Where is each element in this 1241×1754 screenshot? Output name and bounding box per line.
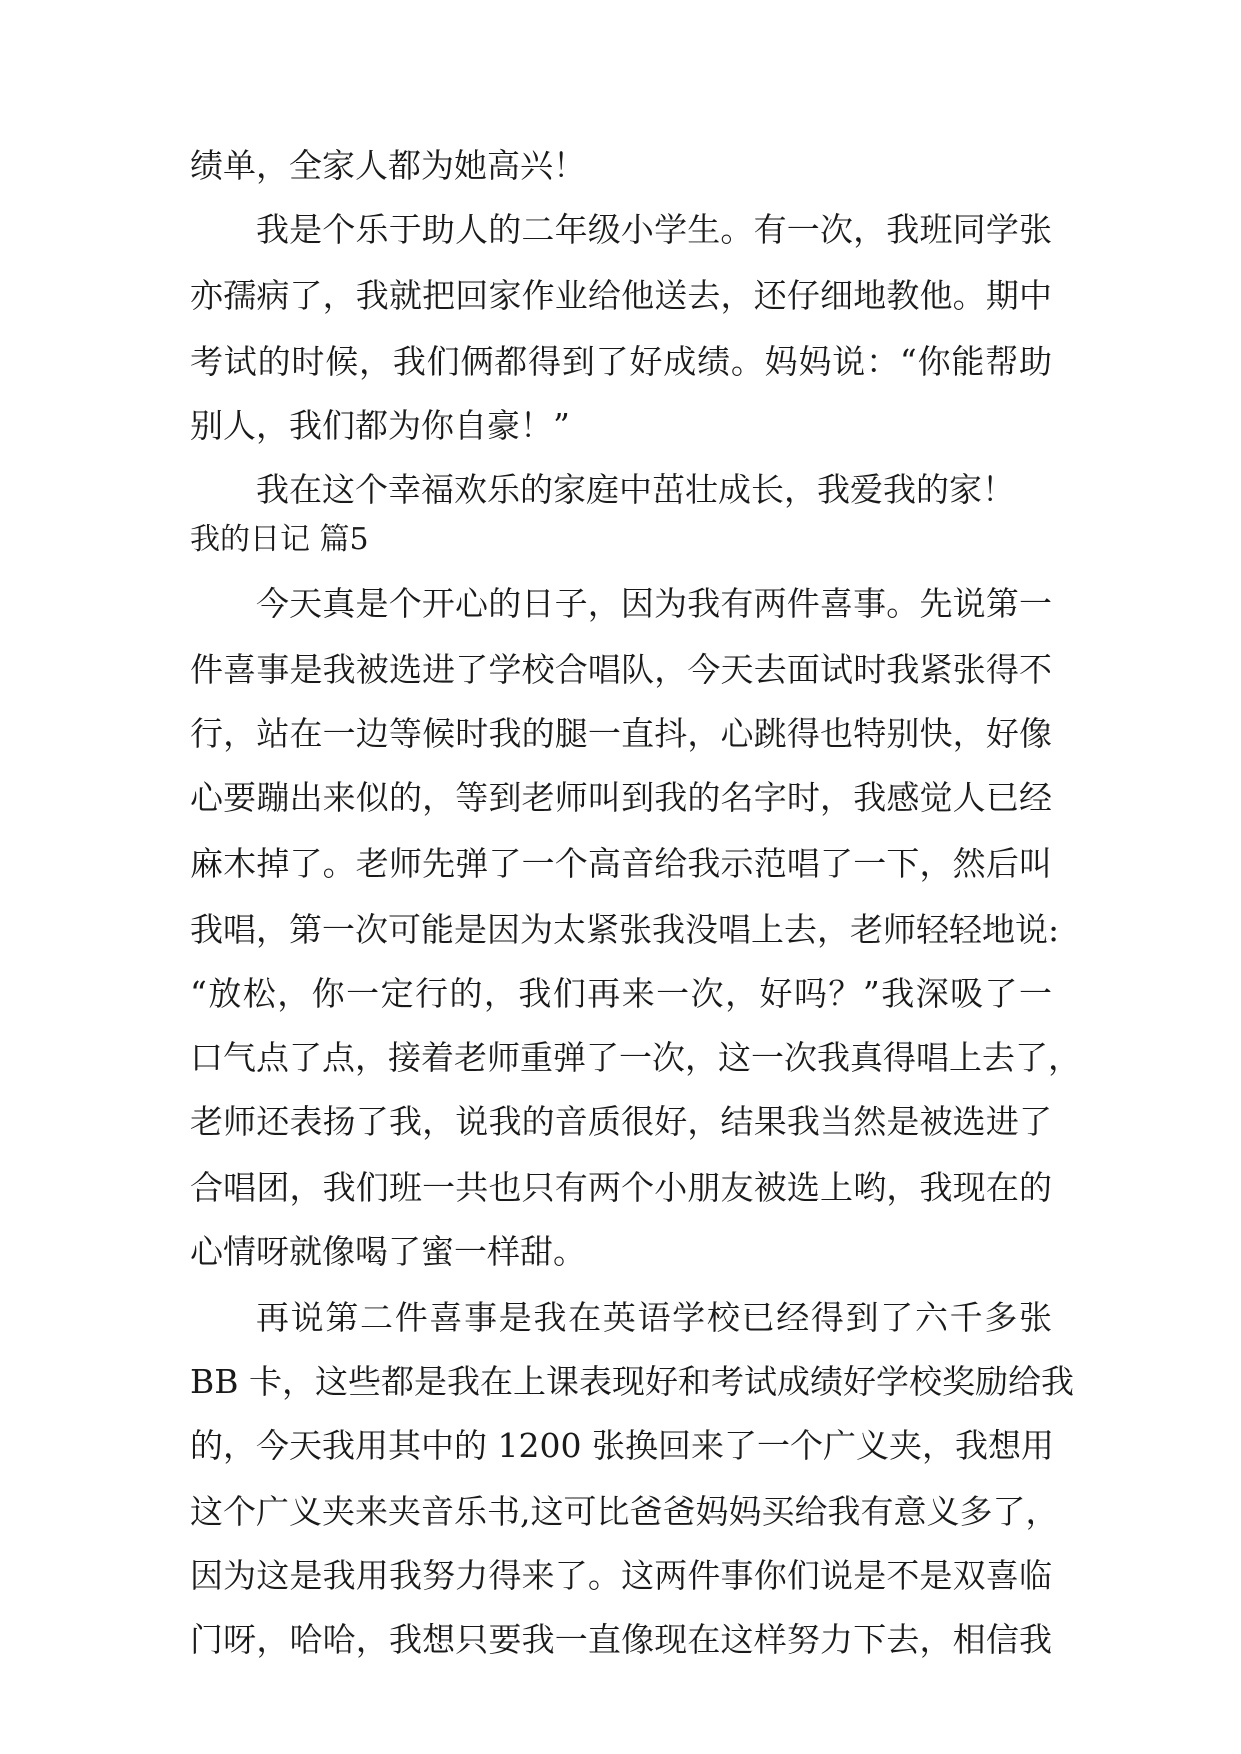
text-line: 这个广义夹来夹音乐书,这可比爸爸妈妈买给我有意义多了， — [190, 1492, 1059, 1531]
text-line: 的，今天我用其中的 1200 张换回来了一个广义夹，我想用 — [190, 1426, 1054, 1465]
section-heading: 我的日记 篇5 — [190, 522, 369, 557]
text-line: 我是个乐于助人的二年级小学生。有一次，我班同学张 — [256, 210, 1052, 249]
text-line: 考试的时候，我们俩都得到了好成绩。妈妈说：“你能帮助 — [190, 342, 1052, 381]
text-line: 行，站在一边等候时我的腿一直抖，心跳得也特别快，好像 — [190, 714, 1052, 753]
text-line: 因为这是我用我努力得来了。这两件事你们说是不是双喜临 — [190, 1556, 1052, 1595]
text-line: 心情呀就像喝了蜜一样甜。 — [190, 1232, 586, 1271]
text-line: 我唱，第一次可能是因为太紧张我没唱上去，老师轻轻地说: — [190, 910, 1060, 949]
text-line: 老师还表扬了我，说我的音质很好，结果我当然是被选进了 — [190, 1102, 1052, 1141]
text-line: BB 卡，这些都是我在上课表现好和考试成绩好学校奖励给我 — [190, 1362, 1074, 1401]
text-line: 我在这个幸福欢乐的家庭中茁壮成长，我爱我的家！ — [256, 470, 1015, 509]
text-line: 件喜事是我被选进了学校合唱队，今天去面试时我紧张得不 — [190, 650, 1052, 689]
text-line: 别人，我们都为你自豪！” — [190, 406, 570, 445]
text-line: 口气点了点，接着老师重弹了一次，这一次我真得唱上去了， — [190, 1038, 1081, 1077]
text-line: 再说第二件喜事是我在英语学校已经得到了六千多张 — [256, 1298, 1052, 1337]
text-line: “放松，你一定行的，我们再来一次，好吗？”我深吸了一 — [190, 974, 1052, 1013]
text-line: 亦孺病了，我就把回家作业给他送去，还仔细地教他。期中 — [190, 276, 1052, 315]
text-line: 麻木掉了。老师先弹了一个高音给我示范唱了一下，然后叫 — [190, 844, 1052, 883]
text-line: 今天真是个开心的日子，因为我有两件喜事。先说第一 — [256, 584, 1052, 623]
text-line: 门呀，哈哈，我想只要我一直像现在这样努力下去，相信我 — [190, 1620, 1052, 1659]
text-line: 心要蹦出来似的，等到老师叫到我的名字时，我感觉人已经 — [190, 778, 1052, 817]
text-line: 绩单，全家人都为她高兴！ — [190, 146, 586, 185]
text-line: 合唱团，我们班一共也只有两个小朋友被选上哟，我现在的 — [190, 1168, 1052, 1207]
